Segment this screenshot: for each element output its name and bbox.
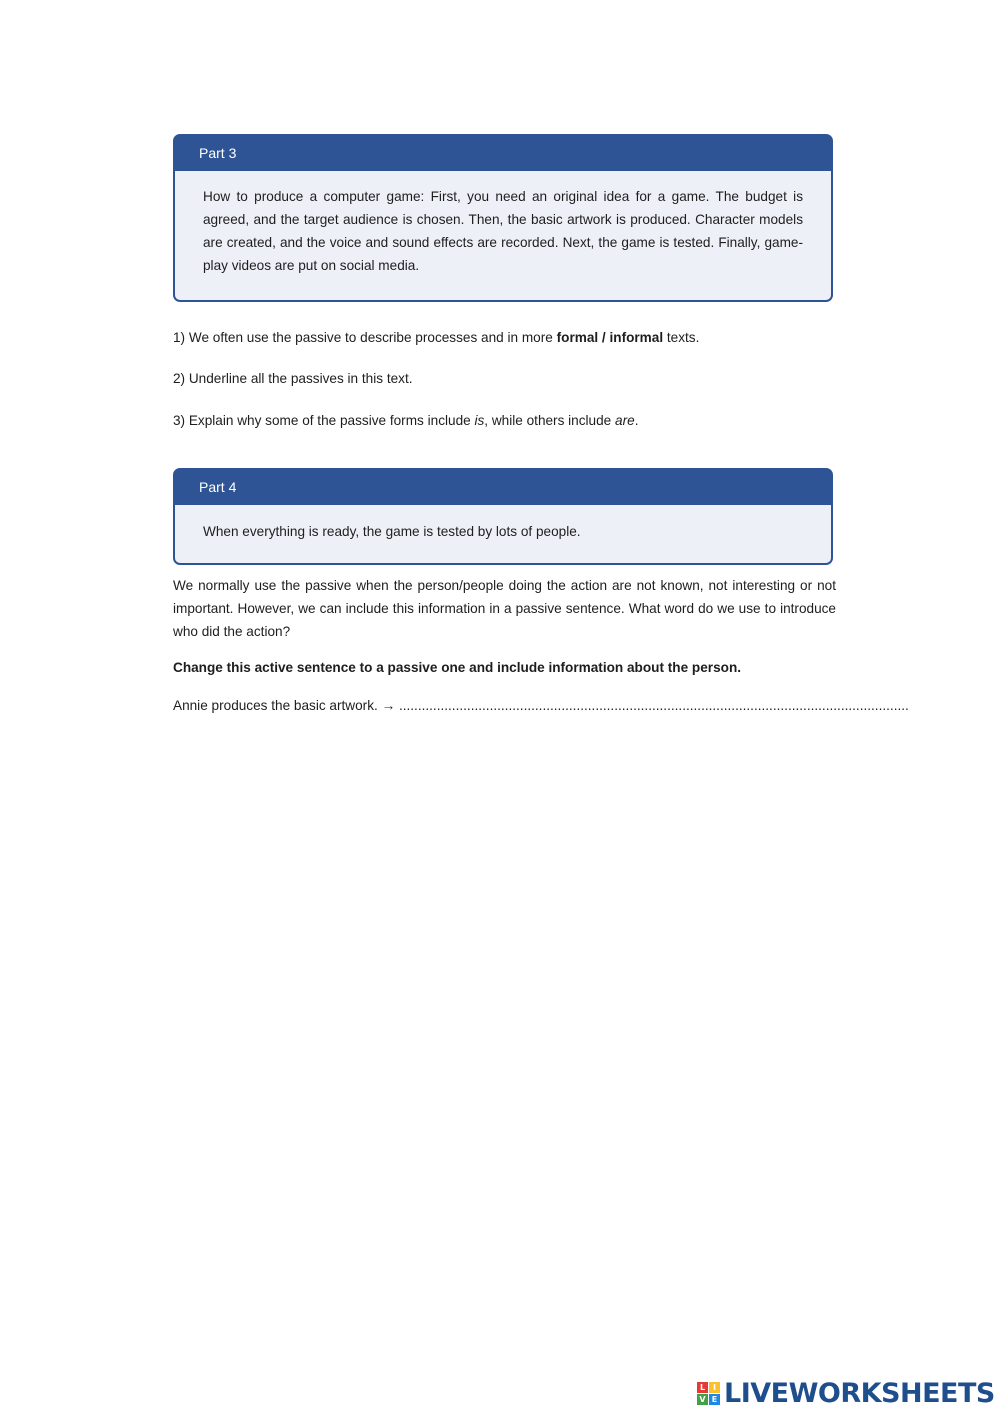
part4-header: Part 4 [175, 470, 831, 505]
answer-blank[interactable]: ....................................................................................................................................... [398, 698, 909, 713]
question-2: 2) Underline all the passives in this text. [173, 371, 413, 386]
part4-body: When everything is ready, the game is tested by lots of people. [203, 524, 581, 539]
question-3-prefix: 3) Explain why some of the passive forms include [173, 413, 475, 428]
exercise-prompt: Annie produces the basic artwork. [173, 698, 378, 713]
question-3-is: is [474, 413, 485, 428]
logo-letter-l: L [697, 1382, 708, 1393]
question-1-suffix: texts. [663, 330, 700, 345]
exercise-line [173, 694, 909, 717]
question-1 [173, 326, 836, 349]
part3-body: How to produce a computer game: First, you need an original idea for a game. The budget is agreed, and the target audience is chosen. Then, the basic artwork is produced. Character models are created, and the voice and sound effects are recorded. Next, the game is tested. Finally, game-play videos are put on social media. [203, 189, 803, 273]
logo-letter-v: V [697, 1394, 708, 1405]
question-3-end: . [634, 413, 639, 428]
question-1-prefix: 1) We often use the passive to describe processes and in more [173, 330, 557, 345]
explanation-text: We normally use the passive when the person/people doing the action are not known, not interesting or not important. However, we can include this information in a passive sentence. What word do we use to introduce who did the action? [173, 578, 836, 639]
logo-grid-icon [697, 1382, 720, 1405]
logo-text: LIVEWORKSHEETS [724, 1377, 995, 1409]
liveworksheets-logo [697, 1378, 995, 1408]
logo-letter-e: E [709, 1394, 720, 1405]
part3-box [173, 134, 833, 302]
part3-header: Part 3 [175, 136, 831, 171]
question-3 [173, 409, 836, 432]
instruction-text: Change this active sentence to a passive one and include information about the person. [173, 660, 742, 675]
question-3-mid: , while others include [484, 413, 616, 428]
question-1-options: formal / informal [556, 330, 664, 345]
arrow-icon: → [381, 698, 396, 713]
logo-letter-i: I [709, 1382, 720, 1393]
part4-box [173, 468, 833, 565]
question-3-are: are [615, 413, 635, 428]
